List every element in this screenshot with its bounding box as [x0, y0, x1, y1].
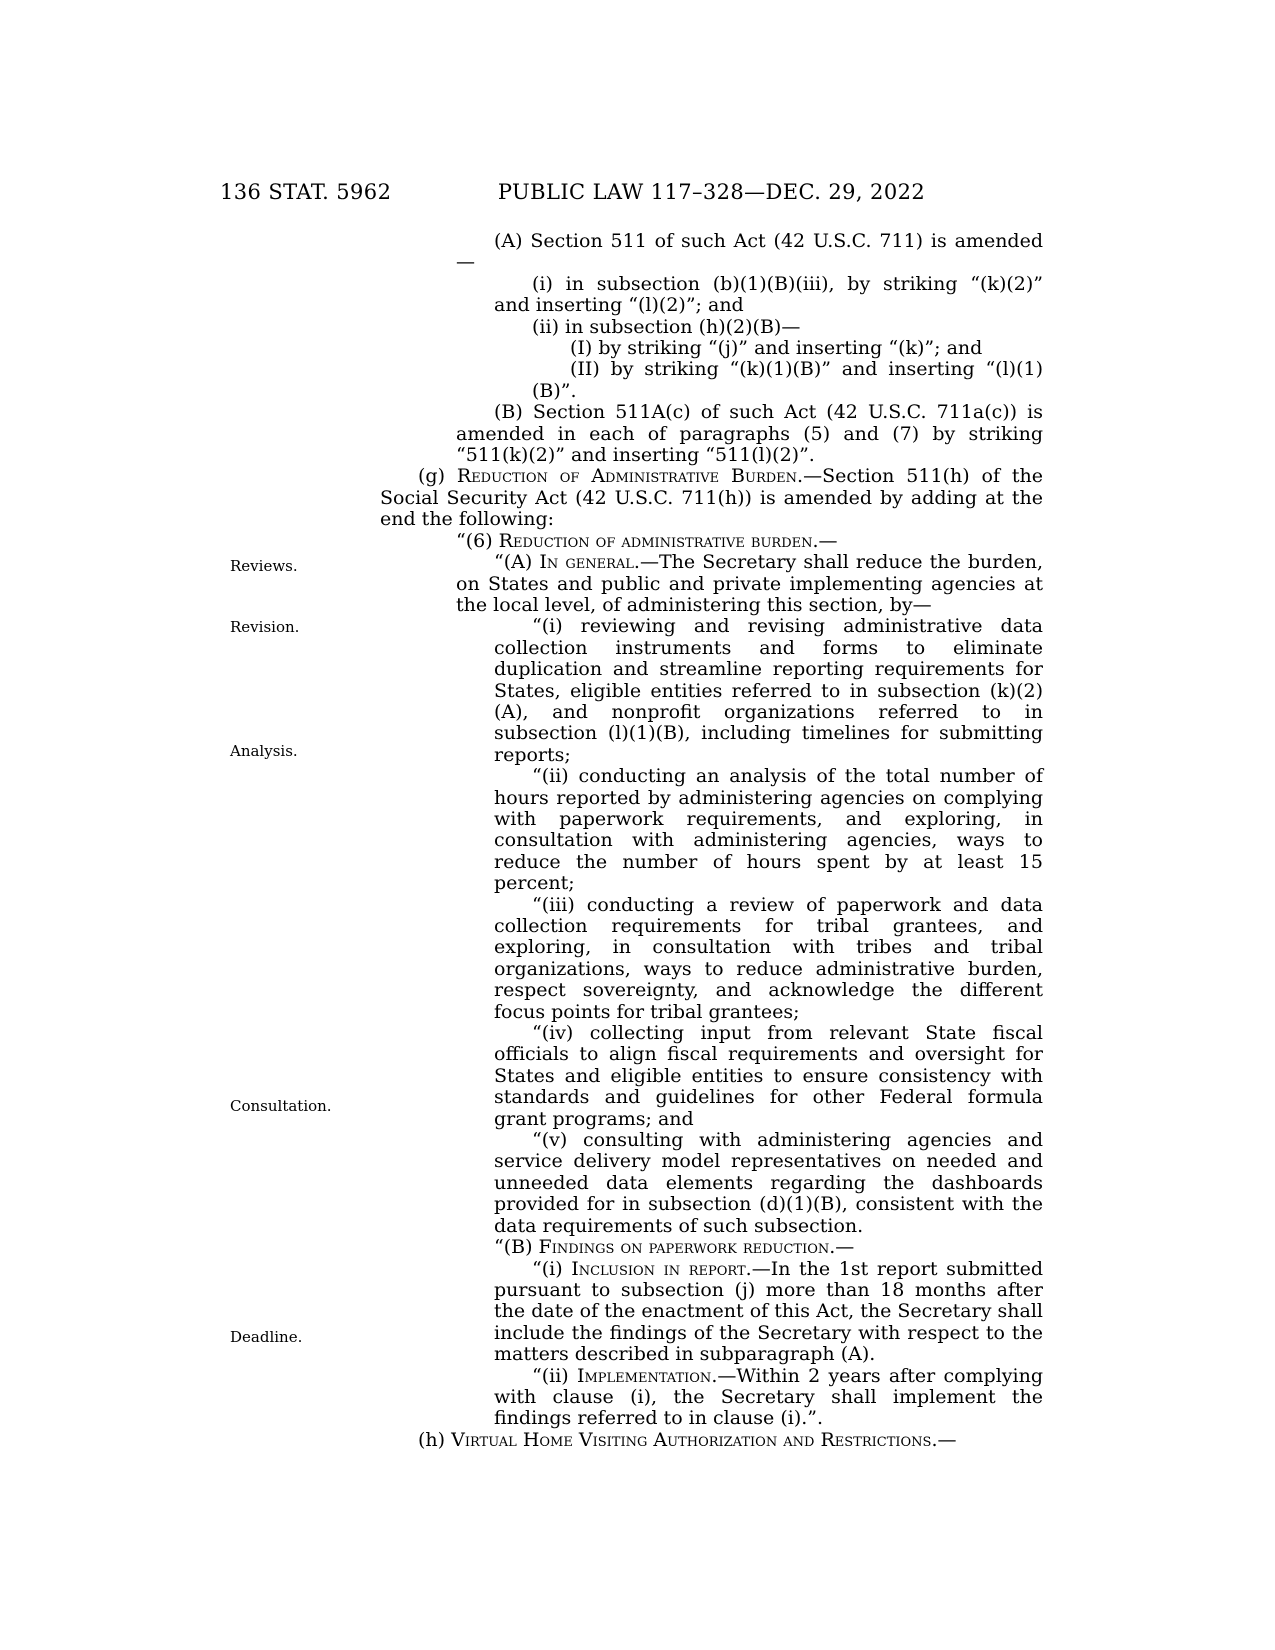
paragraph-clause-i-inclusion [494, 1259, 1043, 1366]
text-run: (g) [418, 465, 457, 488]
smallcaps-run: Reduction of Administrative Burden [456, 465, 798, 488]
margin-note-revision: Revision. [230, 618, 300, 636]
text-run: “(i) [532, 1257, 572, 1280]
text-run: (i) in subsection (b)(1)(B)(iii), by striking “(k)(2)” and inserting “(l)(2)”; and [494, 272, 1043, 317]
paragraph-6-heading [456, 531, 1043, 552]
text-run: .—Within 2 years after complying with clause (i), the Secretary shall implement the findings referred to in clause (i).”. [494, 1364, 1043, 1430]
paragraph-g-reduction-heading [380, 466, 1043, 530]
text-run: “(iii) conducting a review of paperwork and data collection requirements for tribal grantees, and exploring, in consultation with tribes and tribal organizations, ways to reduce administrative burden, respect sovereignty, and acknowledge the different focus points for tribal grantees; [494, 893, 1043, 1023]
smallcaps-run: Implementation [576, 1364, 712, 1387]
text-run: .— [829, 1236, 855, 1259]
text-run: .—The Secretary shall reduce the burden, on States and public and private implementing agencies at the local level, of administering this section, by— [456, 551, 1044, 616]
paragraph-A-in-general [456, 552, 1043, 616]
paragraph-clause-ii [494, 317, 1043, 338]
text-run: “(i) reviewing and revising administrative data collection instruments and forms to eliminate duplication and streamline reporting requirements for States, eligible entities referred to in subsection (k)(2)(A), and nonprofit organizations referred to in subsection (l)(1)(B), including timelines for submitting reports; [494, 615, 1043, 766]
margin-note-analysis: Analysis. [230, 742, 298, 760]
smallcaps-run: Inclusion in report [571, 1257, 746, 1280]
law-heading: PUBLIC LAW 117–328—DEC. 29, 2022 [497, 180, 926, 204]
text-run: .— [931, 1428, 957, 1451]
text-run: “(6) [456, 529, 499, 552]
paragraph-clause-i [494, 274, 1043, 317]
paragraph-subclause-II [532, 359, 1043, 402]
paragraph-clause-iv-fiscal [494, 1023, 1043, 1130]
paragraph-h-virtual-home-visiting [380, 1430, 1043, 1451]
text-run: “(B) [494, 1236, 539, 1259]
text-run: (B) Section 511A(c) of such Act (42 U.S.C. 711a(c)) is amended in each of paragraphs (5) and (7) by striking “511(k)(2)” and inserting “511(l)(2)”. [456, 401, 1043, 467]
stat-citation: 136 STAT. 5962 [220, 180, 392, 204]
margin-note-deadline: Deadline. [230, 1328, 303, 1346]
text-run: .—Section 511(h) of the Social Security Act (42 U.S.C. 711(h)) is amended by adding at the end the following: [380, 465, 1043, 531]
text-run: “(v) consulting with administering agencies and service delivery model representatives on needed and unneeded data elements regarding the dashboards provided for in subsection (d)(1)(B), consistent with the data requirements of such subsection. [494, 1129, 1043, 1237]
paragraph-subclause-I [532, 338, 1043, 359]
text-run: “(A) [494, 551, 540, 574]
text-run: (II) by striking “(k)(1)(B)” and inserting “(l)(1)(B)”. [532, 358, 1043, 402]
smallcaps-run: Virtual Home Visiting Authorization and Restrictions [451, 1428, 932, 1451]
text-run: .— [812, 529, 838, 552]
text-run: (I) by striking “(j)” and inserting “(k)”; and [570, 337, 983, 360]
smallcaps-run: In general [539, 551, 634, 574]
text-run: (h) [418, 1428, 452, 1451]
paragraph-B-amendment [456, 402, 1043, 466]
paragraph-clause-iii-tribal [494, 895, 1043, 1023]
text-run: “(iv) collecting input from relevant State fiscal officials to align fiscal requirements and oversight for States and eligible entities to ensure consistency with standards and guidelines for other Federal formula grant programs; and [494, 1022, 1043, 1130]
paragraph-clause-i-reviewing [494, 616, 1043, 766]
paragraph-clause-v-consulting [494, 1130, 1043, 1237]
text-run: (A) Section 511 of such Act (42 U.S.C. 711) is amended— [456, 230, 1043, 274]
text-run: “(ii) conducting an analysis of the total number of hours reported by administering agencies on complying with paperwork requirements, and exploring, in consultation with administering agencies, ways to reduce the number of hours spent by at least 15 percent; [494, 765, 1043, 895]
text-run: “(ii) [532, 1364, 577, 1387]
statute-text [380, 231, 1043, 1451]
paragraph-B-findings-heading [494, 1237, 1043, 1258]
margin-note-reviews: Reviews. [230, 557, 298, 575]
smallcaps-run: Reduction of administrative burden [498, 529, 813, 552]
text-run: .—In the 1st report submitted pursuant to subsection (j) more than 18 months after the date of the enactment of this Act, the Secretary shall include the findings of the Secretary with respect to the matters described in subparagraph (A). [494, 1257, 1044, 1366]
margin-note-consultation: Consultation. [230, 1097, 332, 1115]
text-run: (ii) in subsection (h)(2)(B)— [532, 315, 801, 338]
paragraph-clause-ii-analysis [494, 766, 1043, 894]
smallcaps-run: Findings on paperwork reduction [538, 1236, 830, 1259]
paragraph-clause-ii-implementation [494, 1366, 1043, 1430]
paragraph-A-amendment [456, 231, 1043, 274]
